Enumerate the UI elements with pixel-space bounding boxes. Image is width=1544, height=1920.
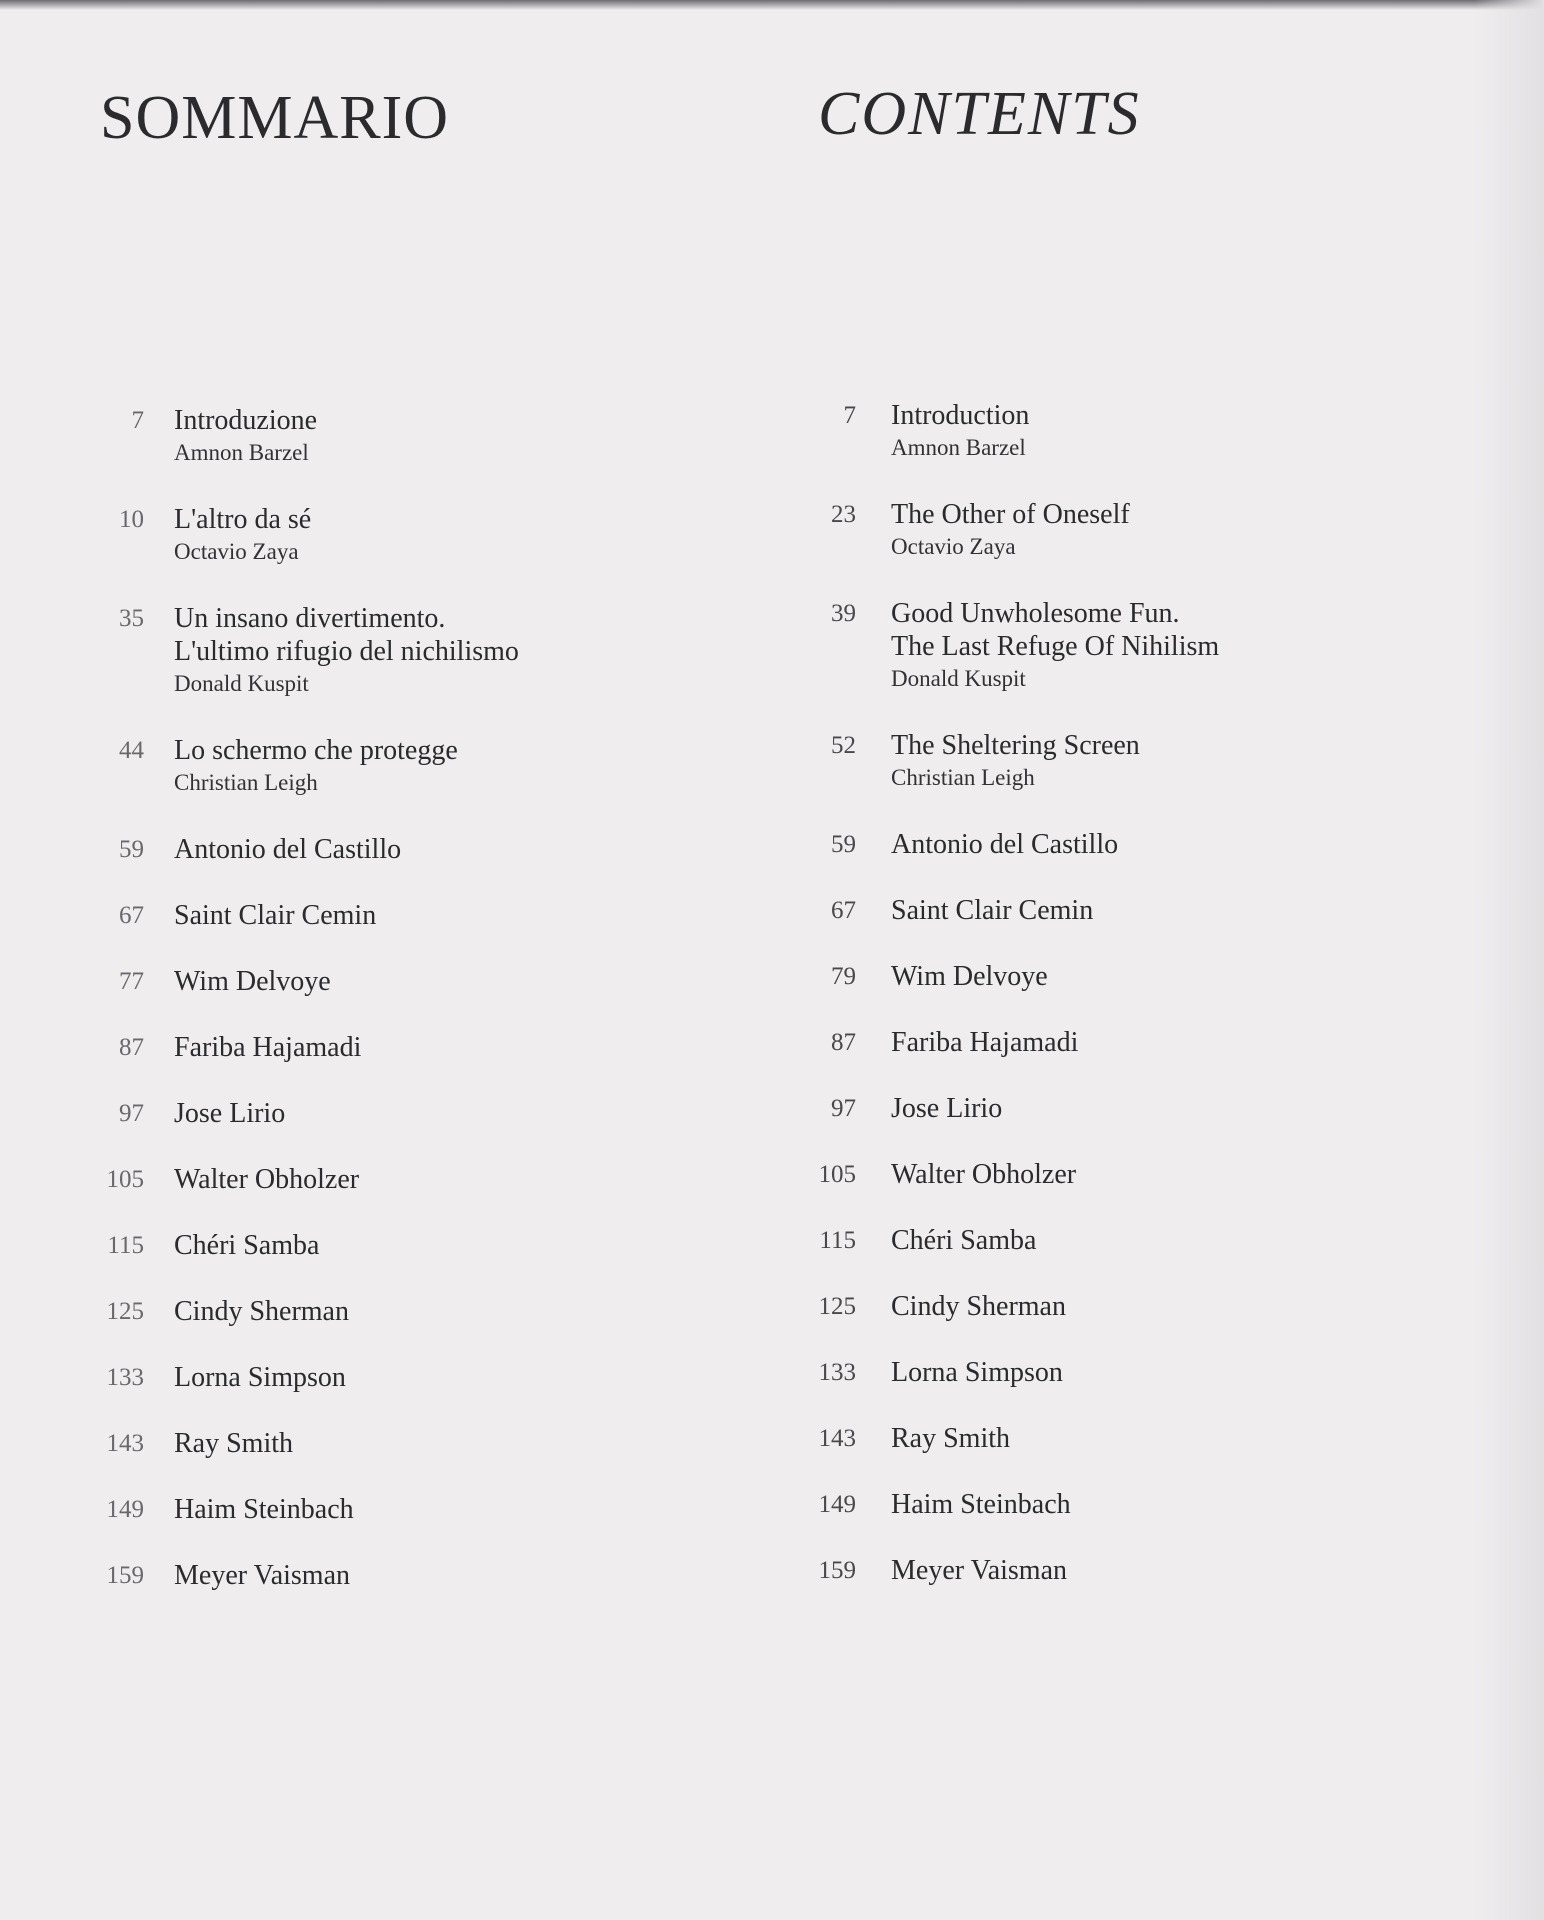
artist-entry[interactable]: [818, 828, 1478, 861]
artist-name: Cindy Sherman: [174, 1296, 349, 1327]
essay-text: [174, 734, 760, 799]
artist-name: Chéri Samba: [174, 1230, 320, 1261]
artist-text: [891, 1092, 1478, 1125]
essay-entry[interactable]: [818, 729, 1478, 794]
entry-spacer: [818, 1323, 1478, 1356]
artist-entry[interactable]: [100, 1559, 760, 1592]
artist-entry[interactable]: [818, 1488, 1478, 1521]
artist-text: [174, 965, 760, 998]
entry-spacer: [818, 695, 1478, 729]
artist-text: [891, 1488, 1478, 1521]
artist-text: [174, 1031, 760, 1064]
artist-name: Antonio del Castillo: [174, 834, 402, 865]
entry-spacer: [100, 1262, 760, 1295]
entry-spacer: [818, 1191, 1478, 1224]
artist-entry[interactable]: [100, 1427, 760, 1460]
entry-spacer: [818, 1455, 1478, 1488]
artist-entry[interactable]: [818, 960, 1478, 993]
artist-text: [891, 1290, 1478, 1323]
essay-title-line: The Sheltering Screen: [891, 730, 1140, 761]
entry-spacer: [818, 1059, 1478, 1092]
page-number: 105: [818, 1161, 856, 1188]
essay-author: Amnon Barzel: [174, 440, 309, 465]
artist-text: [174, 1229, 760, 1262]
artist-text: [891, 1158, 1478, 1191]
page-number: 67: [119, 902, 144, 929]
entry-spacer: [100, 1130, 760, 1163]
essay-author: Donald Kuspit: [174, 671, 309, 696]
entry-spacer: [818, 1125, 1478, 1158]
essay-entry[interactable]: [818, 399, 1478, 464]
artist-text: [891, 894, 1478, 927]
page-number: 97: [119, 1100, 144, 1127]
entry-spacer: [100, 1526, 760, 1559]
page-number: 125: [106, 1298, 144, 1325]
artist-name: Walter Obholzer: [891, 1159, 1077, 1190]
contents-heading: CONTENTS: [818, 80, 1141, 148]
artist-text: [174, 1559, 760, 1592]
artist-text: [174, 1097, 760, 1130]
artist-name: Ray Smith: [174, 1428, 294, 1459]
artist-text: [891, 1026, 1478, 1059]
artist-name: Jose Lirio: [891, 1093, 1003, 1124]
artist-text: [174, 899, 760, 932]
artist-text: [891, 960, 1478, 993]
essay-title-line: L'altro da sé: [174, 504, 312, 535]
artist-entry[interactable]: [100, 833, 760, 866]
artist-entry[interactable]: [100, 1295, 760, 1328]
entry-spacer: [100, 1328, 760, 1361]
artist-name: Antonio del Castillo: [891, 829, 1119, 860]
page-number: 159: [818, 1557, 856, 1584]
page-number: 7: [131, 407, 144, 434]
essay-text: [891, 498, 1478, 563]
entry-spacer: [100, 866, 760, 899]
artist-entry[interactable]: [100, 965, 760, 998]
essay-author: Amnon Barzel: [891, 435, 1026, 460]
artist-name: Wim Delvoye: [174, 966, 331, 997]
entry-spacer: [100, 932, 760, 965]
entry-spacer: [100, 998, 760, 1031]
entry-spacer: [100, 469, 760, 503]
page-number: 105: [106, 1166, 144, 1193]
artist-entry[interactable]: [100, 1493, 760, 1526]
page-number: 133: [106, 1364, 144, 1391]
essay-entry[interactable]: [100, 503, 760, 568]
entry-spacer: [100, 1592, 760, 1625]
artist-name: Meyer Vaisman: [891, 1555, 1067, 1586]
artist-text: [174, 1163, 760, 1196]
page-number: 87: [831, 1029, 856, 1056]
artist-name: Fariba Hajamadi: [891, 1027, 1079, 1058]
essay-text: [174, 503, 760, 568]
page-number: 159: [106, 1562, 144, 1589]
artist-text: [891, 828, 1478, 861]
artist-name: Lorna Simpson: [174, 1362, 346, 1393]
entry-spacer: [818, 861, 1478, 894]
page-number: 149: [818, 1491, 856, 1518]
entry-spacer: [100, 799, 760, 833]
essay-text: [891, 399, 1478, 464]
artist-name: Meyer Vaisman: [174, 1560, 350, 1591]
essay-entry[interactable]: [818, 597, 1478, 695]
essay-text: [891, 597, 1478, 695]
page-number: 87: [119, 1034, 144, 1061]
artist-name: Ray Smith: [891, 1423, 1011, 1454]
page-number: 143: [106, 1430, 144, 1457]
artist-text: [174, 1427, 760, 1460]
entry-spacer: [818, 1521, 1478, 1554]
entry-spacer: [818, 1389, 1478, 1422]
sommario-heading: SOMMARIO: [100, 84, 450, 152]
page-number: 67: [831, 897, 856, 924]
essay-author: Christian Leigh: [891, 765, 1035, 790]
italian-entry-list: [100, 404, 760, 1625]
entry-spacer: [100, 568, 760, 602]
essay-title-line: Lo schermo che protegge: [174, 735, 458, 766]
page-number: 59: [119, 836, 144, 863]
page-top-edge: [0, 0, 1544, 10]
page-number: 79: [831, 963, 856, 990]
entry-spacer: [100, 700, 760, 734]
artist-text: [174, 1361, 760, 1394]
entry-spacer: [818, 993, 1478, 1026]
page-number: 77: [119, 968, 144, 995]
essay-text: [891, 729, 1478, 794]
artist-name: Saint Clair Cemin: [891, 895, 1094, 926]
essay-title-line: Introduction: [891, 400, 1030, 431]
entry-spacer: [818, 464, 1478, 498]
page-number: 23: [831, 501, 856, 528]
entry-spacer: [100, 1196, 760, 1229]
essay-author: Donald Kuspit: [891, 666, 1026, 691]
artist-entry[interactable]: [818, 1554, 1478, 1587]
page-number: 44: [119, 737, 144, 764]
artist-text: [891, 1224, 1478, 1257]
essay-entry[interactable]: [818, 498, 1478, 563]
page-gutter-shadow: [1474, 0, 1544, 1920]
page-number: 115: [107, 1232, 144, 1259]
artist-text: [174, 1493, 760, 1526]
page-number: 97: [831, 1095, 856, 1122]
artist-entry[interactable]: [100, 1229, 760, 1262]
artist-name: Jose Lirio: [174, 1098, 286, 1129]
artist-name: Lorna Simpson: [891, 1357, 1063, 1388]
essay-title-line: The Last Refuge Of Nihilism: [891, 631, 1220, 662]
page-number: 115: [819, 1227, 856, 1254]
artist-entry[interactable]: [100, 1361, 760, 1394]
artist-entry[interactable]: [100, 1163, 760, 1196]
artist-name: Fariba Hajamadi: [174, 1032, 362, 1063]
entry-spacer: [818, 927, 1478, 960]
artist-entry[interactable]: [818, 1026, 1478, 1059]
artist-name: Wim Delvoye: [891, 961, 1048, 992]
entry-spacer: [818, 794, 1478, 828]
page-number: 52: [831, 732, 856, 759]
artist-name: Saint Clair Cemin: [174, 900, 377, 931]
artist-entry[interactable]: [818, 894, 1478, 927]
artist-name: Haim Steinbach: [891, 1489, 1071, 1520]
artist-name: Chéri Samba: [891, 1225, 1037, 1256]
artist-entry[interactable]: [818, 1158, 1478, 1191]
artist-entry[interactable]: [818, 1290, 1478, 1323]
artist-name: Haim Steinbach: [174, 1494, 354, 1525]
entry-spacer: [818, 1587, 1478, 1620]
essay-entry[interactable]: [100, 734, 760, 799]
essay-author: Octavio Zaya: [174, 539, 299, 564]
artist-text: [891, 1356, 1478, 1389]
page-number: 133: [818, 1359, 856, 1386]
essay-text: [174, 404, 760, 469]
entry-spacer: [100, 1064, 760, 1097]
entry-spacer: [100, 1460, 760, 1493]
artist-entry[interactable]: [100, 1031, 760, 1064]
artist-entry[interactable]: [818, 1356, 1478, 1389]
essay-entry[interactable]: [100, 404, 760, 469]
artist-entry[interactable]: [100, 899, 760, 932]
entry-spacer: [818, 1257, 1478, 1290]
artist-entry[interactable]: [100, 1097, 760, 1130]
artist-entry[interactable]: [818, 1092, 1478, 1125]
english-entry-list: [818, 399, 1478, 1620]
artist-text: [891, 1422, 1478, 1455]
artist-entry[interactable]: [818, 1422, 1478, 1455]
essay-entry[interactable]: [100, 602, 760, 700]
essay-title-line: The Other of Oneself: [891, 499, 1130, 530]
page-number: 39: [831, 600, 856, 627]
artist-text: [174, 1295, 760, 1328]
entry-spacer: [100, 1394, 760, 1427]
page-number: 35: [119, 605, 144, 632]
essay-author: Octavio Zaya: [891, 534, 1016, 559]
essay-title-line: Introduzione: [174, 405, 318, 436]
essay-author: Christian Leigh: [174, 770, 318, 795]
page-number: 59: [831, 831, 856, 858]
page-number: 149: [106, 1496, 144, 1523]
page-number: 143: [818, 1425, 856, 1452]
artist-name: Walter Obholzer: [174, 1164, 360, 1195]
artist-entry[interactable]: [818, 1224, 1478, 1257]
page-number: 7: [843, 402, 856, 429]
artist-text: [174, 833, 760, 866]
artist-text: [891, 1554, 1478, 1587]
page-number: 125: [818, 1293, 856, 1320]
artist-name: Cindy Sherman: [891, 1291, 1066, 1322]
essay-title-line: L'ultimo rifugio del nichilismo: [174, 636, 519, 667]
page-number: 10: [119, 506, 144, 533]
essay-text: [174, 602, 760, 700]
essay-title-line: Un insano divertimento.: [174, 603, 446, 634]
essay-title-line: Good Unwholesome Fun.: [891, 598, 1180, 629]
entry-spacer: [818, 563, 1478, 597]
